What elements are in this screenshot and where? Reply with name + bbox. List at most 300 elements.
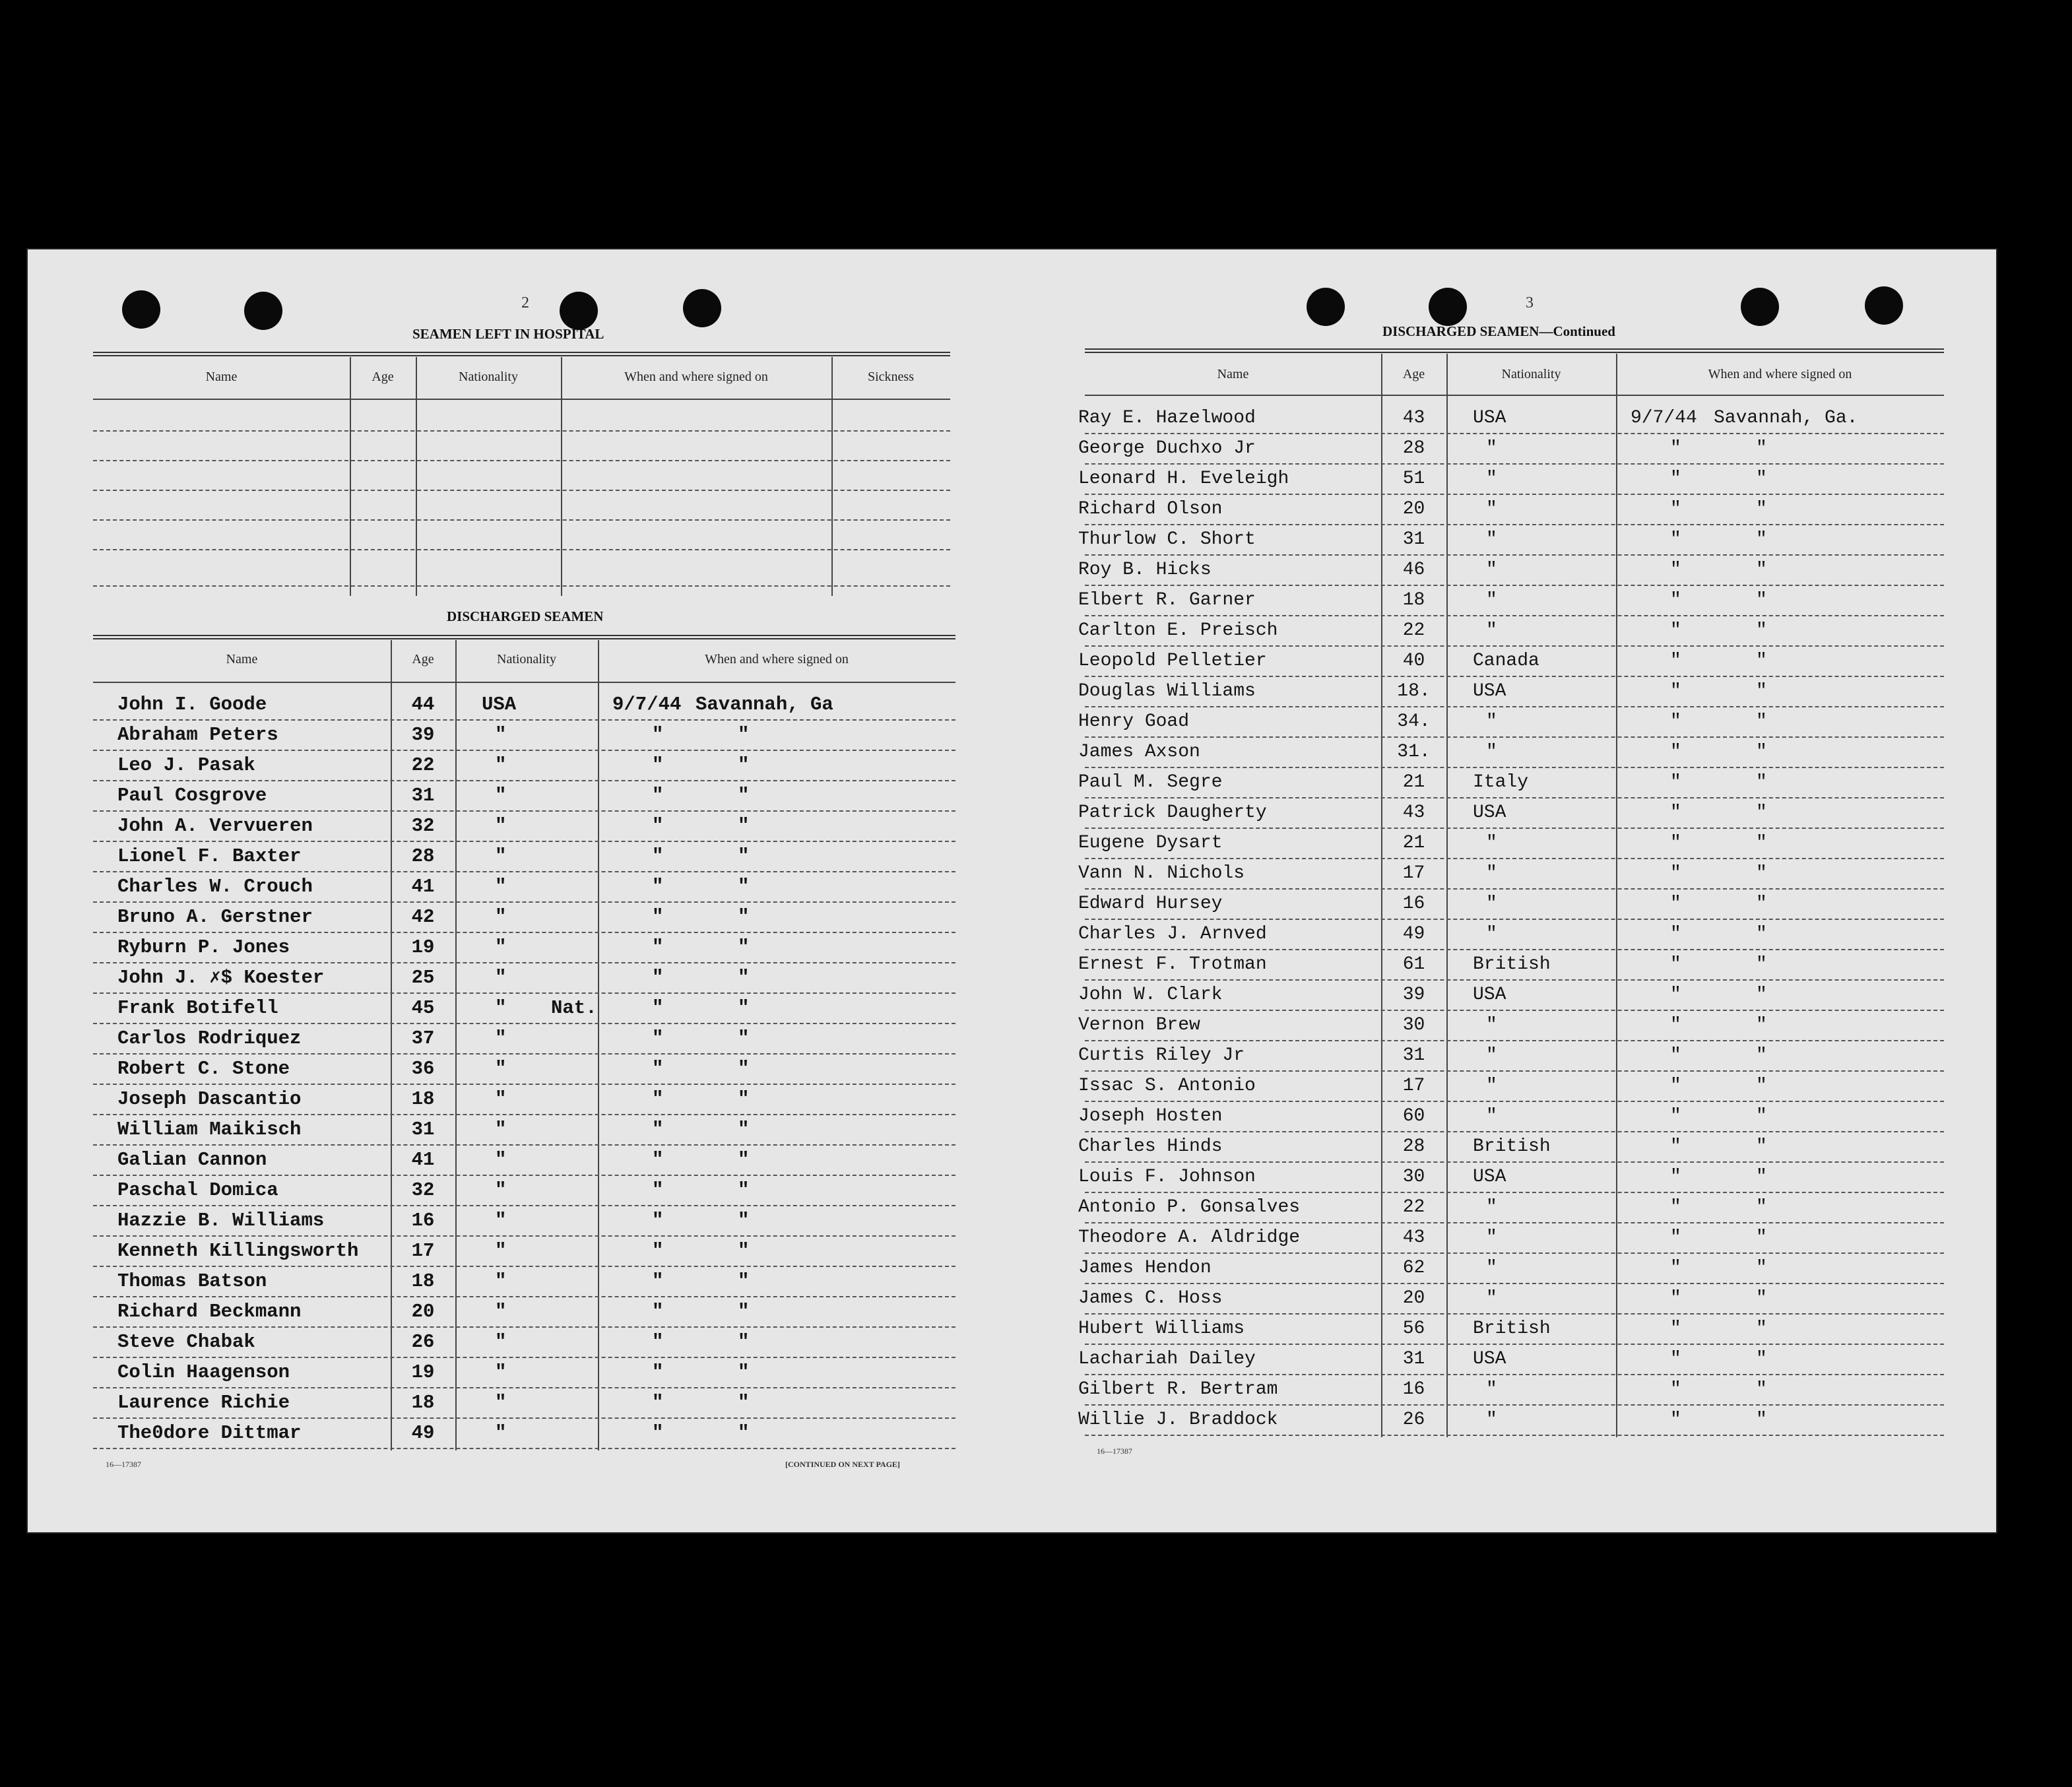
seaman-age: 36 bbox=[411, 1058, 435, 1080]
signed-on-place: " bbox=[1756, 924, 1767, 944]
row-rule bbox=[93, 901, 955, 903]
right-section-title bbox=[1382, 323, 1615, 340]
seaman-name: Charles Hinds bbox=[1078, 1136, 1223, 1157]
seaman-nationality: USA bbox=[482, 694, 517, 715]
seaman-age: 18 bbox=[411, 1088, 435, 1110]
row-rule bbox=[1085, 463, 1944, 465]
seaman-nationality: " bbox=[1486, 560, 1497, 580]
signed-on-place: " bbox=[738, 906, 750, 928]
signed-on-place: " bbox=[1756, 1106, 1767, 1126]
seaman-name: John J. ✗$ Koester bbox=[117, 967, 325, 989]
signed-on-place: " bbox=[738, 754, 750, 776]
seaman-age: 16 bbox=[1402, 894, 1425, 914]
signed-on-date: " bbox=[1670, 438, 1681, 459]
signed-on-date: " bbox=[652, 1301, 664, 1322]
seaman-age: 21 bbox=[1402, 772, 1425, 793]
seaman-name: Bruno A. Gerstner bbox=[117, 906, 313, 928]
signed-on-date: " bbox=[1670, 985, 1681, 1005]
signed-on-place: " bbox=[1756, 954, 1767, 975]
seaman-age: 25 bbox=[411, 967, 435, 989]
row-rule bbox=[1085, 736, 1944, 738]
row-rule bbox=[1085, 767, 1944, 768]
signed-on-date: 9/7/44 bbox=[612, 694, 682, 715]
seaman-age: 31 bbox=[1402, 1045, 1425, 1066]
signed-on-place: " bbox=[738, 997, 750, 1019]
signed-on-date: " bbox=[1670, 802, 1681, 823]
seaman-nationality: USA bbox=[1473, 1167, 1506, 1187]
seaman-nationality: Italy bbox=[1473, 772, 1529, 793]
row-rule bbox=[93, 810, 955, 812]
signed-on-date: " bbox=[652, 1088, 664, 1110]
signed-on-place: " bbox=[738, 724, 750, 746]
row-rule bbox=[1085, 1101, 1944, 1102]
row-rule bbox=[93, 585, 950, 587]
signed-on-place: " bbox=[1756, 590, 1767, 610]
section-title-suffix: —Continued bbox=[1539, 323, 1615, 339]
row-rule bbox=[93, 962, 955, 963]
column-divider bbox=[1446, 354, 1448, 1437]
seaman-name: Galian Cannon bbox=[117, 1149, 267, 1171]
seaman-name: Charles W. Crouch bbox=[117, 876, 313, 897]
seaman-age: 19 bbox=[411, 936, 435, 958]
seaman-name: Leo J. Pasak bbox=[117, 754, 255, 776]
signed-on-date: " bbox=[1670, 1379, 1681, 1400]
signed-on-date: " bbox=[1670, 1258, 1681, 1278]
column-divider bbox=[455, 640, 457, 1450]
seaman-nationality: " bbox=[1486, 469, 1497, 489]
signed-on-place: " bbox=[738, 1088, 750, 1110]
row-rule bbox=[1085, 1283, 1944, 1284]
seaman-age: 56 bbox=[1402, 1318, 1425, 1339]
row-rule bbox=[93, 1023, 955, 1024]
seaman-nationality: " bbox=[495, 1240, 507, 1262]
seaman-age: 31. bbox=[1397, 742, 1431, 762]
seaman-age: 28 bbox=[1402, 1136, 1425, 1157]
seaman-age: 19 bbox=[411, 1361, 435, 1383]
seaman-nationality: Canada bbox=[1473, 651, 1539, 671]
seaman-nationality: " bbox=[1486, 1379, 1497, 1400]
row-rule bbox=[1085, 1313, 1944, 1315]
seaman-age: 31 bbox=[411, 785, 435, 806]
signed-on-place: " bbox=[738, 1240, 750, 1262]
seaman-nationality: British bbox=[1473, 954, 1551, 975]
signed-on-place: " bbox=[738, 1422, 750, 1444]
seaman-name: Lionel F. Baxter bbox=[117, 845, 302, 867]
signed-on-date: " bbox=[652, 967, 664, 989]
seaman-name: Curtis Riley Jr bbox=[1078, 1045, 1245, 1066]
row-rule bbox=[1085, 1252, 1944, 1254]
seaman-nationality: " bbox=[495, 785, 507, 806]
seaman-age: 31 bbox=[1402, 529, 1425, 550]
seaman-age: 43 bbox=[1402, 802, 1425, 823]
signed-on-place: " bbox=[738, 1301, 750, 1322]
seaman-age: 20 bbox=[1402, 1288, 1425, 1309]
signed-on-place: " bbox=[738, 815, 750, 837]
signed-on-place: " bbox=[738, 967, 750, 989]
seaman-name: Vernon Brew bbox=[1078, 1015, 1200, 1035]
section-title-main: DISCHARGED SEAMEN bbox=[1382, 323, 1539, 339]
signed-on-date: " bbox=[1670, 1288, 1681, 1309]
seaman-name: James Hendon bbox=[1078, 1258, 1212, 1278]
signed-on-place: " bbox=[738, 1210, 750, 1231]
seaman-age: 22 bbox=[1402, 1197, 1425, 1218]
signed-on-place: " bbox=[1756, 1197, 1767, 1218]
signed-on-place: " bbox=[1756, 1410, 1767, 1430]
seaman-age: 43 bbox=[1402, 1227, 1425, 1248]
signed-on-place: Savannah, Ga. bbox=[1714, 408, 1858, 428]
row-rule bbox=[93, 460, 950, 461]
column-header: Age bbox=[1402, 367, 1425, 381]
signed-on-place: " bbox=[1756, 833, 1767, 853]
seaman-nationality: " bbox=[495, 1088, 507, 1110]
row-rule bbox=[1085, 1010, 1944, 1011]
signed-on-place: " bbox=[1756, 438, 1767, 459]
signed-on-place: " bbox=[738, 1270, 750, 1292]
row-rule bbox=[1085, 1404, 1944, 1406]
seaman-nationality: " bbox=[495, 754, 507, 776]
header-bottom-rule bbox=[93, 399, 950, 400]
row-rule bbox=[1085, 1344, 1944, 1345]
signed-on-place: " bbox=[1756, 1258, 1767, 1278]
seaman-age: 16 bbox=[1402, 1379, 1425, 1400]
seaman-age: 61 bbox=[1402, 954, 1425, 975]
seaman-age: 18 bbox=[411, 1392, 435, 1413]
seaman-age: 22 bbox=[1402, 620, 1425, 641]
signed-on-date: " bbox=[1670, 1045, 1681, 1066]
signed-on-date: " bbox=[652, 1422, 664, 1444]
seaman-age: 31 bbox=[1402, 1349, 1425, 1369]
signed-on-date: " bbox=[1670, 560, 1681, 580]
seaman-nationality: " bbox=[495, 1210, 507, 1231]
signed-on-place: " bbox=[738, 876, 750, 897]
signed-on-place: " bbox=[1756, 802, 1767, 823]
signed-on-place: " bbox=[1756, 499, 1767, 519]
row-rule bbox=[93, 1387, 955, 1388]
row-rule bbox=[93, 750, 955, 751]
seaman-nationality: USA bbox=[1473, 681, 1506, 701]
signed-on-place: " bbox=[738, 1058, 750, 1080]
seaman-name: Carlton E. Preisch bbox=[1078, 620, 1278, 641]
signed-on-place: " bbox=[1756, 1227, 1767, 1248]
row-rule bbox=[1085, 524, 1944, 525]
seaman-name: Issac S. Antonio bbox=[1078, 1076, 1256, 1096]
signed-on-place: " bbox=[1756, 1167, 1767, 1187]
row-rule bbox=[1085, 1435, 1944, 1436]
seaman-age: 20 bbox=[411, 1301, 435, 1322]
signed-on-place: " bbox=[1756, 1076, 1767, 1096]
seaman-nationality: " bbox=[1486, 711, 1497, 732]
signed-on-date: " bbox=[1670, 742, 1681, 762]
row-rule bbox=[1085, 979, 1944, 981]
seaman-name: Laurence Richie bbox=[117, 1392, 290, 1413]
signed-on-place: " bbox=[1756, 742, 1767, 762]
row-rule bbox=[1085, 797, 1944, 798]
seaman-name: Steve Chabak bbox=[117, 1331, 255, 1353]
seaman-age: 49 bbox=[1402, 924, 1425, 944]
signed-on-place: " bbox=[738, 1119, 750, 1140]
seaman-nationality: " bbox=[1486, 894, 1497, 914]
seaman-age: 43 bbox=[1402, 408, 1425, 428]
signed-on-date: " bbox=[652, 845, 664, 867]
seaman-name: Theodore A. Aldridge bbox=[1078, 1227, 1301, 1248]
signed-on-date: " bbox=[652, 906, 664, 928]
signed-on-place: " bbox=[1756, 529, 1767, 550]
hospital-section-title: SEAMEN LEFT IN HOSPITAL bbox=[412, 326, 604, 342]
seaman-nationality: " bbox=[1486, 590, 1497, 610]
row-rule bbox=[93, 490, 950, 491]
seaman-name: Henry Goad bbox=[1078, 711, 1190, 732]
table-top-rule bbox=[93, 352, 950, 353]
column-divider bbox=[416, 357, 417, 596]
seaman-name: Frank Botifell bbox=[117, 997, 278, 1019]
column-header: Name bbox=[226, 652, 258, 666]
seaman-nationality: " bbox=[495, 1027, 507, 1049]
seaman-age: 32 bbox=[411, 815, 435, 837]
ledger-sheet bbox=[26, 248, 1997, 1534]
seaman-nationality: " bbox=[1486, 924, 1497, 944]
seaman-age: 41 bbox=[411, 876, 435, 897]
row-rule bbox=[93, 780, 955, 781]
page-number: 2 bbox=[521, 294, 529, 311]
signed-on-place: " bbox=[738, 1179, 750, 1201]
seaman-age: 26 bbox=[1402, 1410, 1425, 1430]
seaman-nationality: " bbox=[495, 815, 507, 837]
signed-on-date: " bbox=[652, 1210, 664, 1231]
row-rule bbox=[93, 1448, 955, 1449]
seaman-age: 41 bbox=[411, 1149, 435, 1171]
signed-on-date: " bbox=[652, 997, 664, 1019]
seaman-nationality: " bbox=[1486, 1045, 1497, 1066]
nationality-note: Nat. bbox=[551, 997, 597, 1019]
seaman-name: Carlos Rodriquez bbox=[117, 1027, 302, 1049]
seaman-age: 18. bbox=[1397, 681, 1431, 701]
seaman-age: 46 bbox=[1402, 560, 1425, 580]
row-rule bbox=[1085, 1222, 1944, 1223]
row-rule bbox=[1085, 949, 1944, 950]
signed-on-date: " bbox=[1670, 1318, 1681, 1339]
signed-on-place: " bbox=[1756, 863, 1767, 884]
seaman-age: 20 bbox=[1402, 499, 1425, 519]
seaman-nationality: " bbox=[1486, 1015, 1497, 1035]
row-rule bbox=[93, 719, 955, 721]
signed-on-date: " bbox=[652, 1119, 664, 1140]
seaman-age: 30 bbox=[1402, 1167, 1425, 1187]
seaman-age: 21 bbox=[1402, 833, 1425, 853]
signed-on-date: " bbox=[652, 936, 664, 958]
signed-on-place: Savannah, Ga bbox=[696, 694, 833, 715]
punch-hole bbox=[244, 292, 282, 330]
seaman-name: Gilbert R. Bertram bbox=[1078, 1379, 1278, 1400]
seaman-name: Leopold Pelletier bbox=[1078, 651, 1267, 671]
seaman-nationality: " bbox=[495, 1058, 507, 1080]
column-header: Age bbox=[412, 652, 434, 666]
signed-on-place: " bbox=[1756, 681, 1767, 701]
signed-on-place: " bbox=[1756, 560, 1767, 580]
signed-on-date: " bbox=[1670, 620, 1681, 641]
signed-on-place: " bbox=[1756, 772, 1767, 793]
seaman-age: 17 bbox=[1402, 1076, 1425, 1096]
signed-on-date: " bbox=[652, 815, 664, 837]
row-rule bbox=[93, 1084, 955, 1085]
signed-on-place: " bbox=[1756, 894, 1767, 914]
seaman-nationality: " bbox=[495, 997, 507, 1019]
row-rule bbox=[1085, 828, 1944, 829]
seaman-name: Lachariah Dailey bbox=[1078, 1349, 1256, 1369]
signed-on-date: " bbox=[1670, 1106, 1681, 1126]
signed-on-date: " bbox=[1670, 833, 1681, 853]
column-header: When and where signed on bbox=[624, 370, 768, 384]
seaman-nationality: " bbox=[1486, 742, 1497, 762]
column-divider bbox=[561, 357, 562, 596]
seaman-nationality: " bbox=[495, 1392, 507, 1413]
seaman-name: Robert C. Stone bbox=[117, 1058, 290, 1080]
seaman-name: James Axson bbox=[1078, 742, 1200, 762]
seaman-age: 62 bbox=[1402, 1258, 1425, 1278]
row-rule bbox=[1085, 1192, 1944, 1193]
signed-on-place: " bbox=[1756, 985, 1767, 1005]
seaman-name: Joseph Hosten bbox=[1078, 1106, 1223, 1126]
signed-on-date: " bbox=[1670, 1349, 1681, 1369]
seaman-nationality: " bbox=[495, 967, 507, 989]
signed-on-date: " bbox=[1670, 590, 1681, 610]
seaman-name: Joseph Dascantio bbox=[117, 1088, 302, 1110]
column-header: When and where signed on bbox=[1708, 367, 1852, 381]
signed-on-date: " bbox=[1670, 1015, 1681, 1035]
seaman-name: James C. Hoss bbox=[1078, 1288, 1223, 1309]
seaman-nationality: " bbox=[1486, 1197, 1497, 1218]
punch-hole bbox=[683, 289, 721, 327]
signed-on-place: " bbox=[1756, 1318, 1767, 1339]
page-number: 3 bbox=[1526, 294, 1534, 311]
seaman-nationality: British bbox=[1473, 1136, 1551, 1157]
row-rule bbox=[93, 430, 950, 432]
header-bottom-rule bbox=[93, 682, 955, 683]
signed-on-date: " bbox=[1670, 772, 1681, 793]
signed-on-date: 9/7/44 bbox=[1631, 408, 1697, 428]
seaman-age: 28 bbox=[1402, 438, 1425, 459]
row-rule bbox=[93, 549, 950, 550]
seaman-name: Thurlow C. Short bbox=[1078, 529, 1256, 550]
row-rule bbox=[93, 1175, 955, 1176]
header-bottom-rule bbox=[1085, 395, 1944, 396]
seaman-nationality: " bbox=[1486, 529, 1497, 550]
seaman-name: Charles J. Arnved bbox=[1078, 924, 1267, 944]
column-header: Nationality bbox=[497, 652, 556, 666]
seaman-name: Hubert Williams bbox=[1078, 1318, 1245, 1339]
discharged-section-title: DISCHARGED SEAMEN bbox=[447, 608, 604, 624]
seaman-name: Thomas Batson bbox=[117, 1270, 267, 1292]
seaman-nationality: " bbox=[1486, 438, 1497, 459]
row-rule bbox=[93, 871, 955, 872]
seaman-nationality: " bbox=[1486, 863, 1497, 884]
signed-on-date: " bbox=[1670, 651, 1681, 671]
row-rule bbox=[93, 1326, 955, 1328]
column-header: Nationality bbox=[1501, 367, 1561, 381]
column-divider bbox=[350, 357, 351, 596]
seaman-nationality: USA bbox=[1473, 985, 1506, 1005]
column-divider bbox=[831, 357, 833, 596]
signed-on-date: " bbox=[652, 1331, 664, 1353]
seaman-name: William Maikisch bbox=[117, 1119, 302, 1140]
column-header: Nationality bbox=[459, 370, 518, 384]
signed-on-place: " bbox=[738, 1392, 750, 1413]
seaman-name: Edward Hursey bbox=[1078, 894, 1223, 914]
form-number: 16—17387 bbox=[106, 1460, 141, 1469]
signed-on-date: " bbox=[652, 1058, 664, 1080]
signed-on-date: " bbox=[1670, 499, 1681, 519]
signed-on-place: " bbox=[1756, 469, 1767, 489]
punch-hole bbox=[560, 292, 598, 330]
seaman-age: 28 bbox=[411, 845, 435, 867]
signed-on-date: " bbox=[1670, 1197, 1681, 1218]
seaman-nationality: " bbox=[1486, 1227, 1497, 1248]
seaman-name: Louis F. Johnson bbox=[1078, 1167, 1256, 1187]
seaman-name: Ray E. Hazelwood bbox=[1078, 408, 1256, 428]
seaman-age: 17 bbox=[1402, 863, 1425, 884]
seaman-nationality: " bbox=[495, 1361, 507, 1383]
seaman-age: 40 bbox=[1402, 651, 1425, 671]
row-rule bbox=[93, 932, 955, 933]
seaman-age: 16 bbox=[411, 1210, 435, 1231]
signed-on-date: " bbox=[1670, 1167, 1681, 1187]
seaman-name: Richard Olson bbox=[1078, 499, 1223, 519]
signed-on-place: " bbox=[1756, 1379, 1767, 1400]
seaman-age: 44 bbox=[411, 694, 435, 715]
seaman-name: Abraham Peters bbox=[117, 724, 278, 746]
row-rule bbox=[1085, 585, 1944, 586]
seaman-nationality: " bbox=[1486, 1258, 1497, 1278]
signed-on-place: " bbox=[1756, 651, 1767, 671]
table-top-rule bbox=[1085, 348, 1944, 350]
seaman-name: Richard Beckmann bbox=[117, 1301, 302, 1322]
seaman-name: Elbert R. Garner bbox=[1078, 590, 1256, 610]
row-rule bbox=[93, 1357, 955, 1358]
row-rule bbox=[1085, 676, 1944, 677]
row-rule bbox=[93, 1053, 955, 1055]
form-number: 16—17387 bbox=[1097, 1446, 1132, 1456]
seaman-age: 37 bbox=[411, 1027, 435, 1049]
row-rule bbox=[1085, 554, 1944, 556]
signed-on-place: " bbox=[738, 845, 750, 867]
signed-on-date: " bbox=[652, 876, 664, 897]
punch-hole bbox=[1741, 288, 1779, 326]
seaman-nationality: " bbox=[495, 1422, 507, 1444]
signed-on-place: " bbox=[1756, 711, 1767, 732]
signed-on-place: " bbox=[1756, 1045, 1767, 1066]
row-rule bbox=[93, 1296, 955, 1297]
signed-on-place: " bbox=[738, 936, 750, 958]
seaman-age: 30 bbox=[1402, 1015, 1425, 1035]
row-rule bbox=[93, 1144, 955, 1146]
column-header: Name bbox=[1217, 367, 1249, 381]
row-rule bbox=[93, 1205, 955, 1206]
row-rule bbox=[1085, 706, 1944, 707]
seaman-name: Colin Haagenson bbox=[117, 1361, 290, 1383]
signed-on-date: " bbox=[1670, 529, 1681, 550]
row-rule bbox=[93, 1417, 955, 1419]
seaman-name: Paschal Domica bbox=[117, 1179, 278, 1201]
signed-on-date: " bbox=[652, 1240, 664, 1262]
signed-on-date: " bbox=[1670, 894, 1681, 914]
seaman-name: Leonard H. Eveleigh bbox=[1078, 469, 1289, 489]
signed-on-date: " bbox=[652, 1392, 664, 1413]
seaman-name: Antonio P. Gonsalves bbox=[1078, 1197, 1301, 1218]
seaman-age: 39 bbox=[1402, 985, 1425, 1005]
seaman-age: 42 bbox=[411, 906, 435, 928]
seaman-nationality: USA bbox=[1473, 802, 1506, 823]
seaman-age: 39 bbox=[411, 724, 435, 746]
seaman-name: Patrick Daugherty bbox=[1078, 802, 1267, 823]
